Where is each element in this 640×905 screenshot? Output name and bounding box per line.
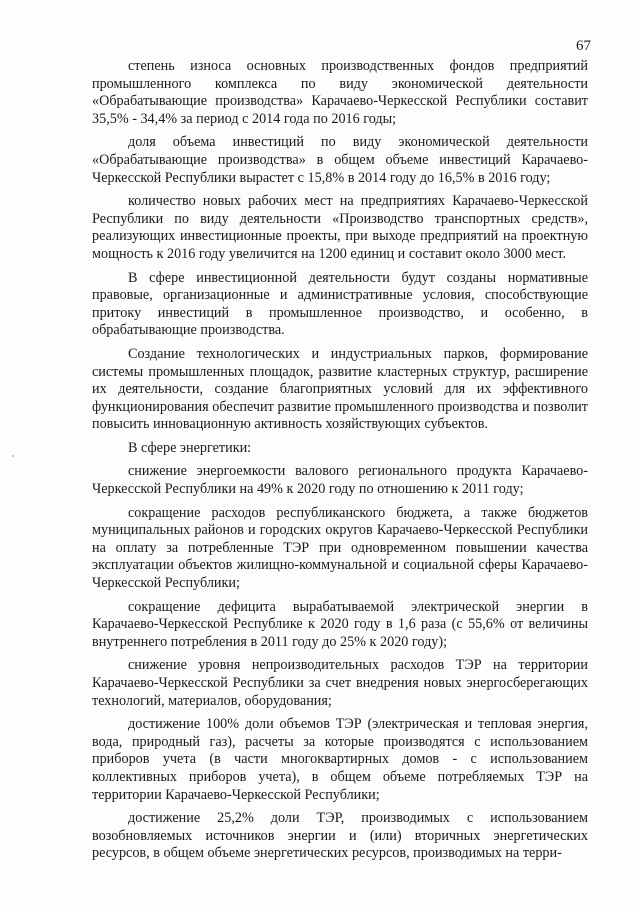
paragraph-equipment-wear: степень износа основных производственных фондов предприятий промышленного комплекса по виду экономической деятельности «Обрабатывающие производства» Карачаево-Черкесской Республики составит 35,5% - 34,4% за период с 2014 года по 2016 годы; <box>92 58 588 127</box>
paragraph-investment-activity: В сфере инвестиционной деятельности будут созданы нормативные правовые, организационные и административные условия, способствующие притоку инвестиций в промышленное производство, и особенно, в обрабатывающие производства. <box>92 269 588 339</box>
page-number: 67 <box>576 38 591 54</box>
paragraph-investment-share: доля объема инвестиций по виду экономической деятельности «Обрабатывающие производства» в общем объеме инвестиций Карачаево-Черкесской Республики вырастет с 15,8% в 2014 году до 16,5% в 2016 году; <box>92 134 588 186</box>
paragraph-industrial-parks: Создание технологических и индустриальных парков, формирование системы промышленных площадок, развитие кластерных структур, расширение их деятельности, создание благоприятных условий для их эффективного функционирования обеспечит развитие промышленного производства и позволит повысить инновационную активность хозяйствующих субъектов. <box>92 345 588 433</box>
paragraph-metering-share: достижение 100% доли объемов ТЭР (электрическая и тепловая энергия, вода, природный газ), расчеты за которые производятся с использованием приборов учета (в части многоквартирных домов - с использованием коллективных приборов учета), в общем объеме потребляемых ТЭР на территории Карачаево-Черкесской Республики; <box>92 716 588 803</box>
paragraph-electricity-deficit: сокращение дефицита вырабатываемой электрической энергии в Карачаево-Черкесской Республике к 2020 году в 1,6 раза (с 55,6% от величины внутреннего потребления в 2011 году до 25% к 2020 году); <box>92 598 588 650</box>
paragraph-energy-intensity: снижение энергоемкости валового регионального продукта Карачаево-Черкесской Республики на 49% к 2020 году по отношению к 2011 году; <box>92 463 588 498</box>
scan-speck <box>12 455 14 457</box>
paragraph-unproductive-costs: снижение уровня непроизводительных расходов ТЭР на территории Карачаево-Черкесской Республики за счет внедрения новых энергосберегающих технологий, материалов, оборудования; <box>92 657 588 709</box>
paragraph-budget-expenses: сокращение расходов республиканского бюджета, а также бюджетов муниципальных районов и городских округов Карачаево-Черкесской Республики на оплату за потребленные ТЭР при одновременном повышении качества эксплуатации объектов жилищно-коммунальной и социальной сферы Карачаево-Черкесской Республики; <box>92 504 588 592</box>
paragraph-new-jobs: количество новых рабочих мест на предприятиях Карачаево-Черкесской Республики по виду деятельности «Производство транспортных средств», реализующих инвестиционные проекты, при выходе предприятий на проектную мощность к 2016 году увеличится на 1200 единиц и составит около 3000 мест. <box>92 193 588 262</box>
document-body <box>92 58 588 869</box>
paragraph-energy-heading: В сфере энергетики: <box>128 439 252 456</box>
paragraph-renewable-share: достижение 25,2% доли ТЭР, производимых с использованием возобновляемых источников энергии и (или) вторичных энергетических ресурсов, в общем объеме энергетических ресурсов, производимых на терри- <box>92 810 588 862</box>
